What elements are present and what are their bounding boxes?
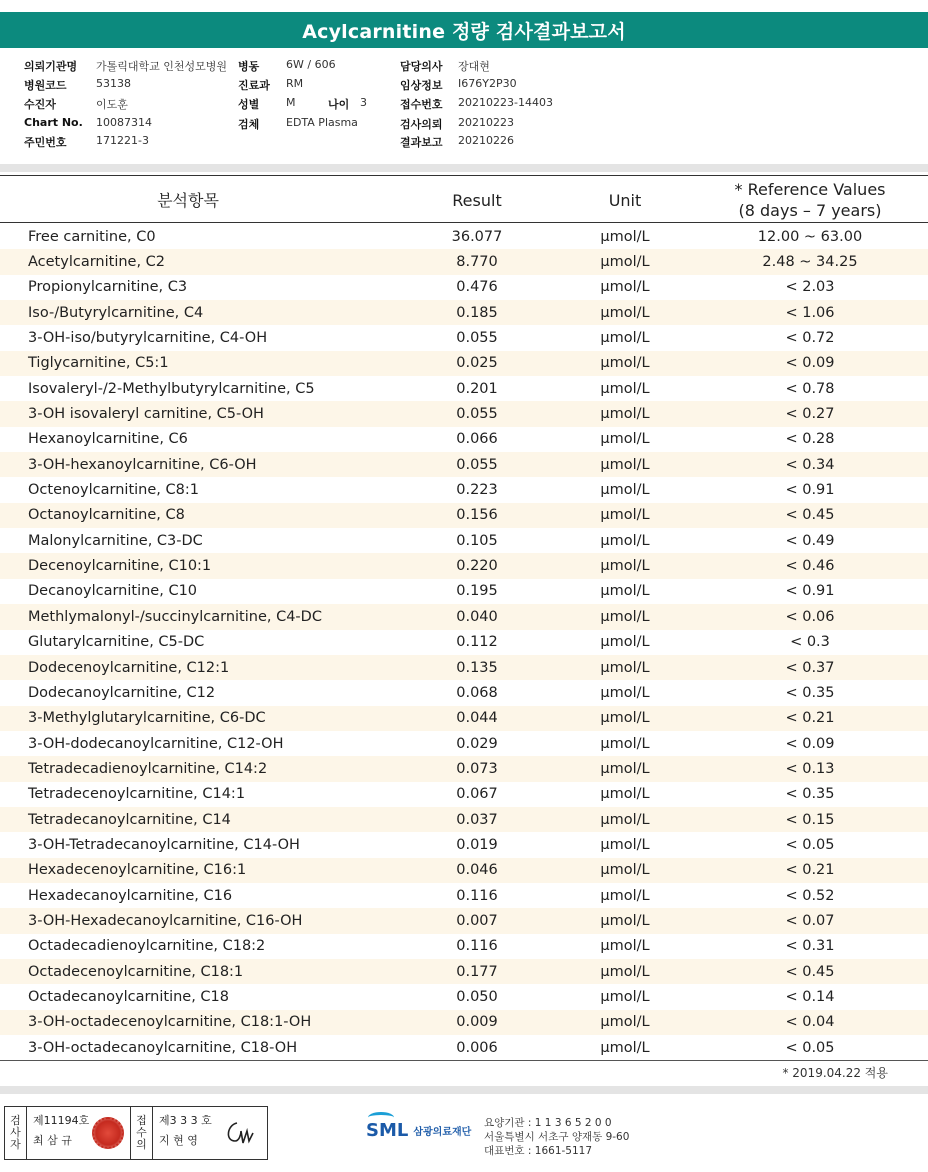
unit-value: μmol/L [600,811,650,828]
reference-value: < 0.52 [785,887,835,904]
unit-value: μmol/L [600,532,650,549]
unit-value: μmol/L [600,836,650,853]
analyte-name: 3-OH-octadecenoylcarnitine, C18:1-OH [28,1014,312,1031]
table-row [0,452,928,477]
reference-value: < 0.13 [785,760,835,777]
table-row [0,782,928,807]
analyte-name: 3-OH-iso/butyrylcarnitine, C4-OH [28,330,268,347]
info-value: 20210223-14403 [458,96,553,109]
reference-value: < 0.78 [785,380,835,397]
table-row [0,249,928,274]
info-value: 171221-3 [96,134,149,147]
unit-value: μmol/L [600,406,650,423]
unit-value: μmol/L [600,912,650,929]
analyte-name: Octadecanoylcarnitine, C18 [28,988,230,1005]
org-info [484,1116,629,1158]
reference-value: < 0.14 [785,988,835,1005]
analyte-name: Hexanoylcarnitine, C6 [28,431,188,448]
unit-value: μmol/L [600,558,650,575]
table-row [0,553,928,578]
unit-value: μmol/L [600,887,650,904]
table-row [0,984,928,1009]
info-key: 담당의사 [400,60,443,73]
analyte-name: Decanoylcarnitine, C10 [28,583,198,600]
report-title: Acylcarnitine 정량 검사결과보고서 [0,12,928,48]
table-row [0,503,928,528]
analyte-name: Methlymalonyl-/succinylcarnitine, C4-DC [28,608,322,625]
result-value: 0.135 [456,659,498,676]
unit-value: μmol/L [600,988,650,1005]
info-value: M [286,96,296,109]
reference-value: < 0.45 [785,507,835,524]
sig1-license: 제11194호 [33,1114,90,1127]
info-value: 가톨릭대학교 인천성모병원 [96,60,228,73]
table-row [0,731,928,756]
info-key: 접수번호 [400,98,443,111]
analyte-name: Octadecenoylcarnitine, C18:1 [28,963,244,980]
reference-value: < 0.35 [785,684,835,701]
unit-value: μmol/L [600,456,650,473]
reference-value: < 0.46 [785,558,835,575]
info-value: 20210223 [458,116,514,129]
reference-value: < 0.49 [785,532,835,549]
analyte-name: Hexadecenoylcarnitine, C16:1 [28,862,247,879]
header-ref-line2: (8 days – 7 years) [738,201,882,220]
table-row [0,908,928,933]
result-value: 0.068 [456,684,498,701]
reference-value: < 0.91 [785,482,835,499]
table-row [0,1010,928,1035]
info-value: 장대현 [458,60,490,73]
reference-value: < 0.21 [785,710,835,727]
reference-value: 2.48 ~ 34.25 [762,254,858,271]
analyte-name: 3-Methylglutarylcarnitine, C6-DC [28,710,266,727]
table-row [0,630,928,655]
info-value: EDTA Plasma [286,116,358,129]
unit-value: μmol/L [600,380,650,397]
info-key: 성별 [238,98,260,111]
unit-value: μmol/L [600,710,650,727]
result-value: 0.156 [456,507,498,524]
header-item: 분석항목 [157,190,219,210]
org-line: 요양기관 : 1 1 3 6 5 2 0 0 [484,1117,612,1129]
unit-value: μmol/L [600,786,650,803]
result-value: 0.029 [456,735,498,752]
reference-value: < 0.05 [785,1039,835,1056]
reference-value: < 0.34 [785,456,835,473]
result-value: 36.077 [451,228,503,245]
result-value: 0.116 [456,938,498,955]
info-key: 병동 [238,60,260,73]
reference-value: < 0.07 [785,912,835,929]
unit-value: μmol/L [600,507,650,524]
unit-value: μmol/L [600,1014,650,1031]
header-unit: Unit [608,190,642,210]
reference-value: < 0.31 [785,938,835,955]
table-header [0,175,928,223]
sig2-name: 지 현 영 [159,1134,198,1147]
unit-value: μmol/L [600,279,650,296]
unit-value: μmol/L [600,684,650,701]
unit-value: μmol/L [600,938,650,955]
info-value: 53138 [96,77,131,90]
info-value: I676Y2P30 [458,77,517,90]
red-seal-icon [92,1117,124,1149]
unit-value: μmol/L [600,228,650,245]
table-row [0,376,928,401]
analyte-name: Dodecenoylcarnitine, C12:1 [28,659,230,676]
info-key: 검사의뢰 [400,118,443,131]
reference-value: < 0.35 [785,786,835,803]
table-row [0,528,928,553]
result-value: 0.073 [456,760,498,777]
reference-value: < 0.09 [785,735,835,752]
patient-info [0,56,928,156]
unit-value: μmol/L [600,1039,650,1056]
table-row [0,680,928,705]
info-key: 검체 [238,118,260,131]
header-reference [700,176,920,224]
table-row [0,275,928,300]
org-line: 대표번호 : 1661-5117 [484,1145,593,1157]
table-row [0,883,928,908]
table-row [0,325,928,350]
reference-value: < 2.03 [785,279,835,296]
org-line: 서울특별시 서초구 양재동 9-60 [484,1131,630,1143]
reference-value: < 0.05 [785,836,835,853]
table-row [0,756,928,781]
info-key: 나이 [328,98,350,111]
reference-value: < 0.06 [785,608,835,625]
analyte-name: Tetradecanoylcarnitine, C14 [28,811,231,828]
info-key: 결과보고 [400,136,443,149]
result-value: 0.025 [456,355,498,372]
sig1-name: 최 삼 규 [33,1134,72,1147]
result-value: 0.037 [456,811,498,828]
analyte-name: Decenoylcarnitine, C10:1 [28,558,212,575]
info-value: 3 [360,96,367,109]
table-row [0,807,928,832]
info-key: 수진자 [24,98,56,111]
results-table [0,224,928,1061]
analyte-name: Propionylcarnitine, C3 [28,279,188,296]
reference-value: < 1.06 [785,304,835,321]
result-value: 0.177 [456,963,498,980]
table-row [0,604,928,629]
info-key: 주민번호 [24,136,67,149]
table-row [0,1035,928,1060]
analyte-name: Tetradecenoylcarnitine, C14:1 [28,786,246,803]
table-row [0,224,928,249]
info-value: 6W / 606 [286,58,336,71]
sig2-label: 접수의 [131,1107,153,1159]
unit-value: μmol/L [600,304,650,321]
unit-value: μmol/L [600,355,650,372]
reference-value: < 0.15 [785,811,835,828]
info-key: 임상정보 [400,79,443,92]
analyte-name: Free carnitine, C0 [28,228,156,245]
table-row [0,934,928,959]
info-value: RM [286,77,304,90]
result-value: 0.067 [456,786,498,803]
unit-value: μmol/L [600,330,650,347]
unit-value: μmol/L [600,482,650,499]
result-value: 0.112 [456,634,498,651]
logo-name: 삼광의료재단 [413,1127,472,1138]
info-key: Chart No. [24,116,83,129]
result-value: 0.055 [456,406,498,423]
result-value: 0.044 [456,710,498,727]
unit-value: μmol/L [600,735,650,752]
table-row [0,401,928,426]
result-value: 0.055 [456,456,498,473]
result-value: 0.201 [456,380,498,397]
result-value: 0.220 [456,558,498,575]
header-result: Result [452,190,502,210]
analyte-name: Malonylcarnitine, C3-DC [28,532,203,549]
unit-value: μmol/L [600,431,650,448]
info-key: 진료과 [238,79,270,92]
reference-value: < 0.09 [785,355,835,372]
result-value: 0.476 [456,279,498,296]
handwritten-signature-icon [223,1119,257,1147]
table-row [0,579,928,604]
result-value: 0.185 [456,304,498,321]
info-value: 이도훈 [96,98,128,111]
table-row [0,832,928,857]
analyte-name: 3-OH-hexanoylcarnitine, C6-OH [28,456,257,473]
analyte-name: Isovaleryl-/2-Methylbutyrylcarnitine, C5 [28,380,315,397]
footer [0,1098,928,1172]
unit-value: μmol/L [600,862,650,879]
result-value: 0.009 [456,1014,498,1031]
analyte-name: Hexadecanoylcarnitine, C16 [28,887,233,904]
analyte-name: Dodecanoylcarnitine, C12 [28,684,216,701]
table-row [0,706,928,731]
result-value: 0.223 [456,482,498,499]
table-row [0,477,928,502]
unit-value: μmol/L [600,659,650,676]
analyte-name: Glutarylcarnitine, C5-DC [28,634,205,651]
info-key: 의뢰기관명 [24,60,78,73]
result-value: 0.040 [456,608,498,625]
unit-value: μmol/L [600,608,650,625]
sml-logo [366,1120,471,1141]
result-value: 0.066 [456,431,498,448]
reference-value: < 0.27 [785,406,835,423]
analyte-name: 3-OH isovaleryl carnitine, C5-OH [28,406,264,423]
table-row [0,959,928,984]
signature-box [4,1106,268,1160]
analyte-name: 3-OH-Hexadecanoylcarnitine, C16-OH [28,912,303,929]
divider-band [0,1086,928,1094]
header-ref-line1: * Reference Values [734,180,886,199]
sig1-person [27,1107,131,1159]
info-value: 10087314 [96,116,152,129]
sig2-person [153,1107,265,1159]
unit-value: μmol/L [600,963,650,980]
unit-value: μmol/L [600,634,650,651]
analyte-name: 3-OH-octadecanoylcarnitine, C18-OH [28,1039,298,1056]
result-value: 0.050 [456,988,498,1005]
reference-value: < 0.37 [785,659,835,676]
analyte-name: 3-OH-Tetradecanoylcarnitine, C14-OH [28,836,300,853]
analyte-name: Tetradecadienoylcarnitine, C14:2 [28,760,268,777]
table-row [0,300,928,325]
reference-value: < 0.21 [785,862,835,879]
reference-value: < 0.91 [785,583,835,600]
reference-value: < 0.28 [785,431,835,448]
info-key: 병원코드 [24,79,67,92]
result-value: 0.019 [456,836,498,853]
result-value: 0.116 [456,887,498,904]
analyte-name: Octenoylcarnitine, C8:1 [28,482,199,499]
reference-value: < 0.45 [785,963,835,980]
reference-value: < 0.04 [785,1014,835,1031]
analyte-name: Iso-/Butyrylcarnitine, C4 [28,304,204,321]
divider-band [0,164,928,172]
reference-note: * 2019.04.22 적용 [782,1066,888,1080]
table-row [0,427,928,452]
analyte-name: Octadecadienoylcarnitine, C18:2 [28,938,266,955]
result-value: 0.105 [456,532,498,549]
result-value: 8.770 [456,254,498,271]
table-row [0,858,928,883]
result-value: 0.007 [456,912,498,929]
unit-value: μmol/L [600,583,650,600]
sig2-license: 제3 3 3 호 [159,1114,212,1127]
unit-value: μmol/L [600,760,650,777]
table-row [0,351,928,376]
result-value: 0.006 [456,1039,498,1056]
reference-value: < 0.72 [785,330,835,347]
result-value: 0.046 [456,862,498,879]
table-row [0,655,928,680]
sig1-label: 검사자 [5,1107,27,1159]
analyte-name: Acetylcarnitine, C2 [28,254,166,271]
reference-value: 12.00 ~ 63.00 [757,228,863,245]
result-value: 0.055 [456,330,498,347]
info-value: 20210226 [458,134,514,147]
analyte-name: Tiglycarnitine, C5:1 [28,355,169,372]
analyte-name: 3-OH-dodecanoylcarnitine, C12-OH [28,735,284,752]
analyte-name: Octanoylcarnitine, C8 [28,507,185,524]
reference-value: < 0.3 [790,634,830,651]
unit-value: μmol/L [600,254,650,271]
logo-mark: SML [366,1120,409,1141]
result-value: 0.195 [456,583,498,600]
